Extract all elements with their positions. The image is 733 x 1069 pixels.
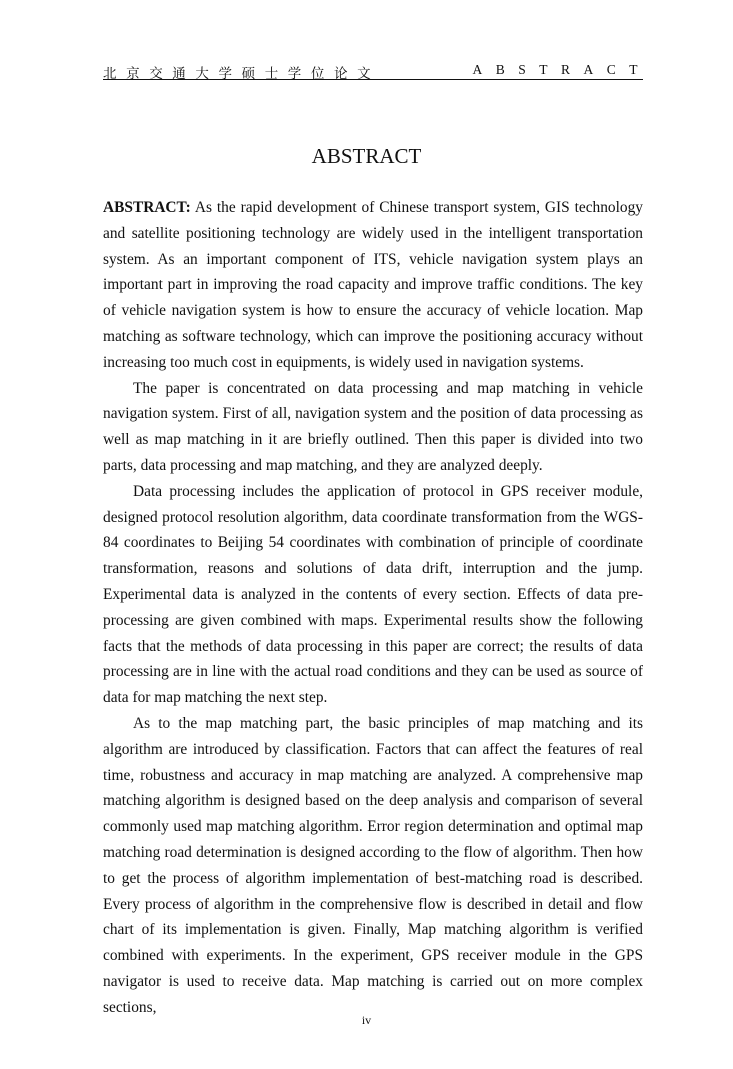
header-rule bbox=[103, 79, 643, 80]
header-thesis-label: 北京交通大学硕士学位论文 bbox=[103, 66, 381, 81]
abstract-paragraph-3: Data processing includes the application of protocol in GPS receiver module, designed protocol resolution algorithm, data coordinate transformation from the WGS-84 coordinates to Beijing 54 coordinates with combination of principle of coordinate transformation, reasons and solutions of data drift, interruption and the jump. Experimental data is analyzed in the contents of every section. Effects of data pre-processing are given combined with maps. Experimental results show the following facts that the methods of data processing in this paper are correct; the results of data processing are in line with the actual road conditions and they can be used as source of data for map matching the next step. bbox=[103, 482, 643, 707]
abstract-paragraph-4: As to the map matching part, the basic principles of map matching and its algorithm are introduced by classification. Factors that can affect the features of real time, robustness and accuracy in map matching are analyzed. A comprehensive map matching algorithm is designed based on the deep analysis and comparison of several commonly used map matching algorithm. Error region determination and optimal map matching road determination is designed according to the flow of algorithm. Then how to get the process of algorithm implementation of best-matching road is described. Every process of algorithm in the comprehensive flow is described in detail and flow chart of its implementation is given. Finally, Map matching algorithm is verified combined with experiments. In the experiment, GPS receiver module in the GPS navigator is used to receive data. Map matching is carried out on more complex sections, bbox=[103, 714, 643, 1016]
abstract-lead-label: ABSTRACT: bbox=[103, 199, 191, 216]
abstract-paragraph-1 bbox=[103, 195, 643, 376]
header-section-label: ABSTRACT bbox=[472, 62, 651, 77]
page-title: ABSTRACT bbox=[311, 144, 422, 168]
page-number: iv bbox=[361, 1013, 372, 1027]
abstract-paragraph-2: The paper is concentrated on data processing and map matching in vehicle navigation system. First of all, navigation system and the position of data processing as well as map matching in it are briefly outlined. Then this paper is divided into two parts, data processing and map matching, and they are analyzed deeply. bbox=[103, 379, 643, 474]
abstract-paragraph-1-text: As the rapid development of Chinese transport system, GIS technology and satellite positioning technology are widely used in the intelligent transportation system. As an important component of ITS, vehicle navigation system plays an important part in improving the road capacity and improve traffic conditions. The key of vehicle navigation system is how to ensure the accuracy of vehicle location. Map matching as software technology, which can improve the positioning accuracy without increasing too much cost in equipments, is widely used in navigation systems. bbox=[103, 199, 643, 371]
abstract-body bbox=[103, 195, 643, 1021]
